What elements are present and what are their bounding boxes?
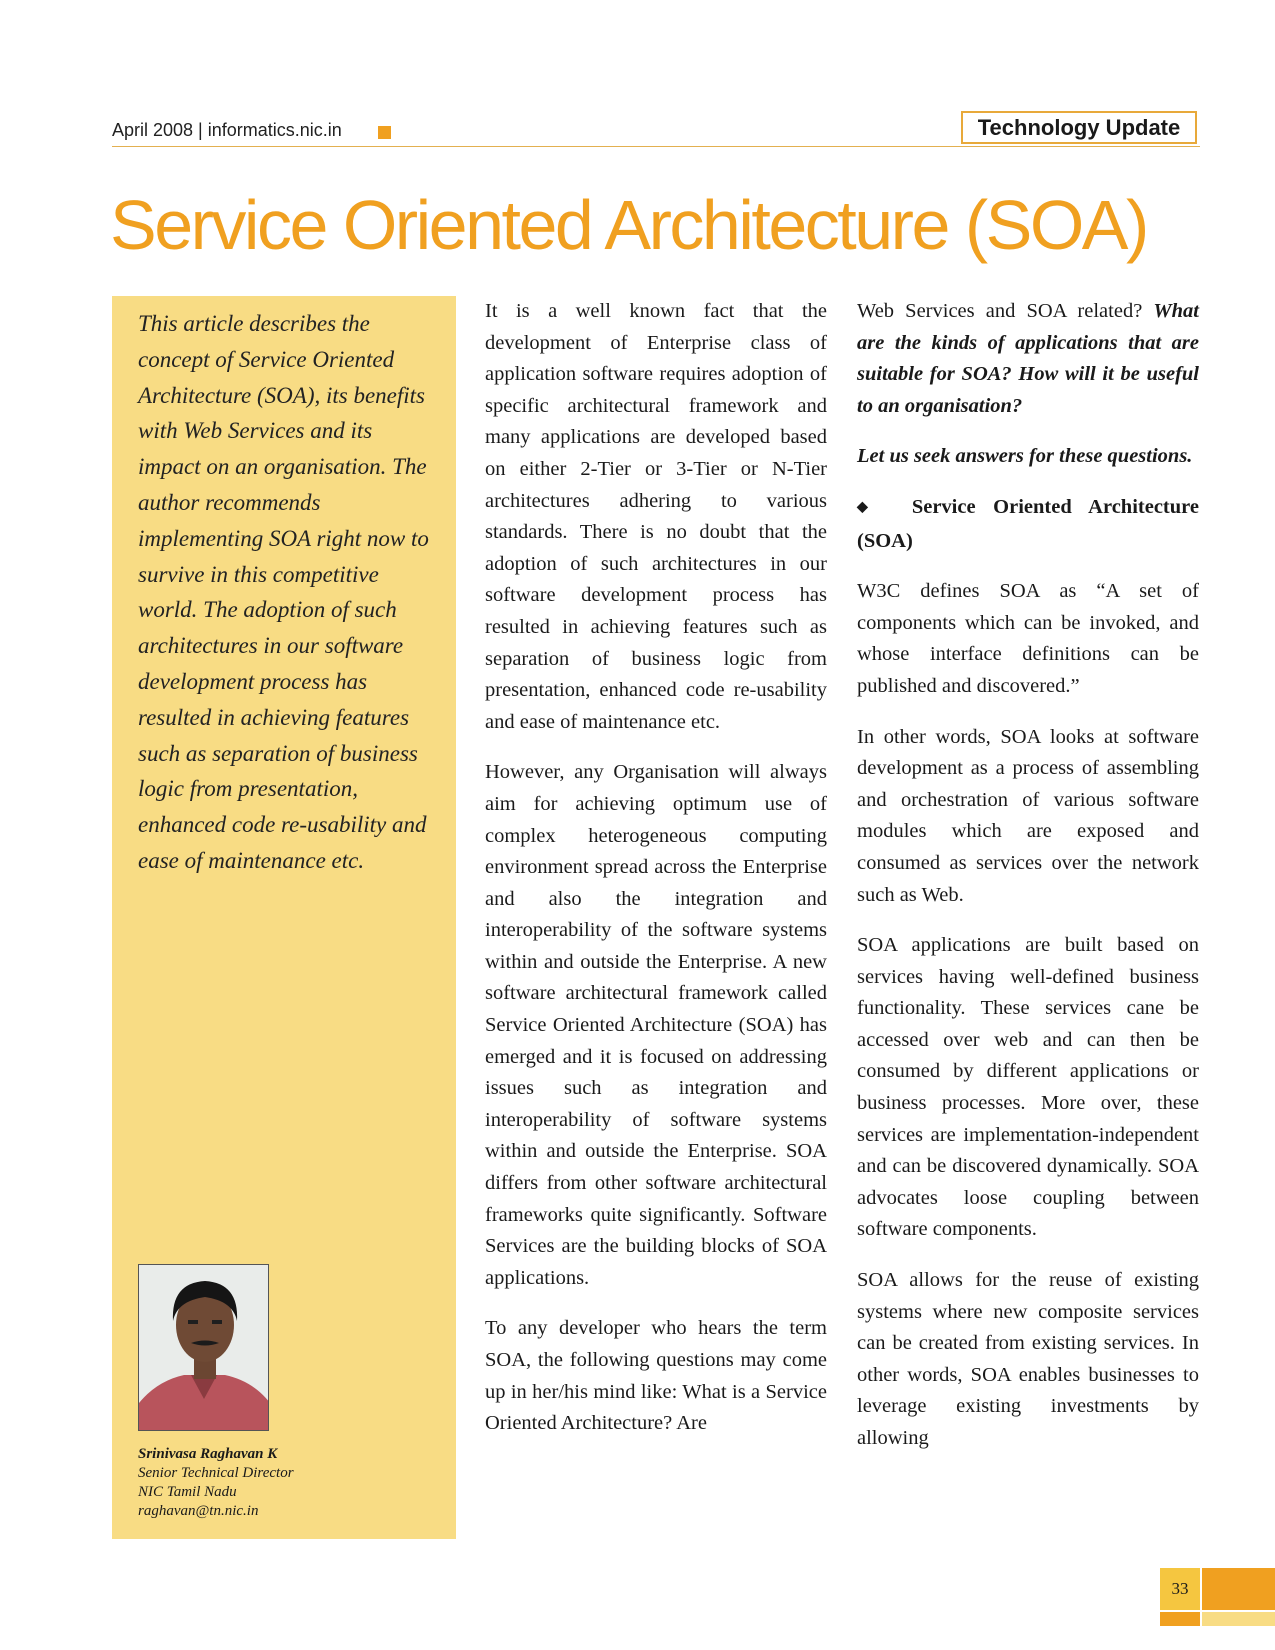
paragraph: However, any Organisation will always aim for achieving optimum use of complex heterogeneous computing environment spread across the Enterprise and also the integration and interoperability of the software systems within and outside the Enterprise. A new software architectural framework called Service Oriented Architecture (SOA) has emerged and it is focused on addressing issues such as integration and interoperability of software systems within and outside the Enterprise. SOA differs from other software architectural frameworks quite significantly. Software Services are the building blocks of SOA applications. xyxy=(485,761,827,1289)
paragraph: It is a well known fact that the development of Enterprise class of application software requires adoption of specific architectural framework and many applications are developed based on either 2-Tier or 3-Tier or N-Tier architectures adhering to various standards. There is no doubt that the adoption of such architectures in our software development process has resulted in achieving features such as separation of business logic from presentation, enhanced code re-usability and ease of maintenance etc. xyxy=(485,300,827,733)
paragraph: SOA allows for the reuse of existing systems where new composite services can be created from existing services. In other words, SOA enables businesses to leverage existing investments by allowing xyxy=(857,1269,1199,1449)
author-designation: Senior Technical Director xyxy=(138,1465,294,1481)
paragraph: To any developer who hears the term SOA, the following questions may come up in her/his mind like: What is a Service Oriented Architecture? Are xyxy=(485,1317,827,1435)
diamond-bullet-icon: ◆ xyxy=(857,499,881,515)
header-divider xyxy=(112,146,1200,147)
issue-info: April 2008 | informatics.nic.in xyxy=(112,120,342,140)
question-emphasis: What are the kinds of applications that are suitable for SOA? How will it be useful to an organisation? xyxy=(857,300,1199,417)
author-email: raghavan@tn.nic.in xyxy=(138,1503,259,1519)
author-organisation: NIC Tamil Nadu xyxy=(138,1484,237,1500)
article-title: Service Oriented Architecture (SOA) xyxy=(110,186,1147,264)
question-lead: Web Services and SOA related? xyxy=(857,300,1143,322)
paragraph: SOA applications are built based on services having well-defined business functionality. These services cane be accessed over web and can then be consumed by different applications or business processes. More over, these services are implementation-independent and can be discovered dynamically. SOA advocates loose coupling between software components. xyxy=(857,934,1199,1241)
footer-accent-bar xyxy=(1202,1568,1275,1610)
section-heading xyxy=(857,492,1199,557)
body-column-2 xyxy=(857,296,1199,1474)
abstract-text: This article describes the concept of Service Oriented Architecture (SOA), its benefits with Web Services and its impact on an organisation. The author recommends implementing SOA right now to survive in this competitive world. The adoption of such architectures in our software development process has resulted in achieving features such as separation of business logic from presentation, enhanced code re-usability and ease of maintenance etc. xyxy=(138,311,429,873)
abstract-sidebar xyxy=(112,296,456,1539)
paragraph: In other words, SOA looks at software development as a process of assembling and orchestration of various software modules which are exposed and consumed as services over the network such as Web. xyxy=(857,725,1199,906)
author-name: Srinivasa Raghavan K xyxy=(138,1446,278,1462)
paragraph-emphasis: Let us seek answers for these questions. xyxy=(857,445,1193,468)
section-heading-text: Service Oriented Architecture (SOA) xyxy=(857,495,1199,552)
body-column-1 xyxy=(485,296,827,1459)
footer-accent-bar xyxy=(1202,1612,1275,1626)
author-photo xyxy=(138,1264,269,1431)
paragraph xyxy=(857,296,1199,422)
footer-accent-bar xyxy=(1160,1612,1200,1626)
paragraph: W3C defines SOA as “A set of components which can be invoked, and whose interface definitions can be published and discovered.” xyxy=(857,580,1199,697)
header-square-icon xyxy=(378,126,391,139)
author-info xyxy=(138,1445,438,1521)
section-tag: Technology Update xyxy=(961,111,1197,144)
author-portrait-image xyxy=(139,1265,269,1431)
page-number: 33 xyxy=(1160,1568,1200,1610)
